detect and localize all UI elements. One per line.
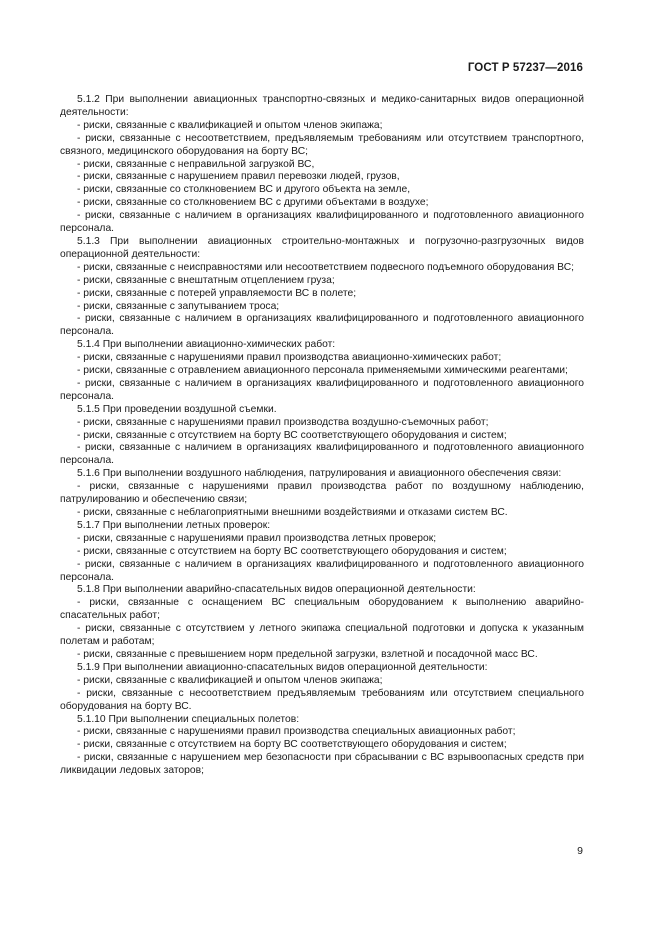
list-item: - риски, связанные с нарушениями правил производства специальных авиационных работ; xyxy=(77,726,516,738)
list-item: - риски, связанные с потерей управляемости ВС в полете; xyxy=(77,287,357,299)
list-item: - риски, связанные с нарушениями правил производства авиационно-химических работ; xyxy=(77,352,502,364)
list-item: - риски, связанные с запутыванием троса; xyxy=(77,300,280,312)
list-item: - риски, связанные с превышением норм предельной загрузки, взлетной и посадочной масс ВС. xyxy=(77,648,538,660)
list-item: - риски, связанные с неправильной загрузкой ВС, xyxy=(77,158,315,170)
paragraph-5-1-7: 5.1.7 При выполнении летных проверок: xyxy=(77,519,271,531)
paragraph-5-1-9: 5.1.9 При выполнении авиационно-спасательных видов операционной деятельности: xyxy=(77,661,488,673)
paragraph-5-1-3: 5.1.3 При выполнении авиационных строительно-монтажных и погрузочно-разгрузочных видов операционной деятельности: xyxy=(60,235,584,260)
list-item: - риски, связанные с наличием в организациях квалифицированного и подготовленного авиационного персонала. xyxy=(60,377,584,402)
list-item: - риски, связанные с неблагоприятными внешними воздействиями и отказами систем ВС. xyxy=(77,507,508,518)
list-item: - риски, связанные с несоответствием предъявляемым требованиям или отсутствием специального оборудования на борту ВС. xyxy=(60,687,584,712)
list-item: - риски, связанные с квалификацией и опытом членов экипажа; xyxy=(77,674,383,686)
list-item: - риски, связанные с несоответствием, предъявляемым требованиям или отсутствием транспортного, связного, медицинского оборудования на борту ВС; xyxy=(60,132,584,157)
paragraph-5-1-10: 5.1.10 При выполнении специальных полетов: xyxy=(77,713,300,725)
list-item: - риски, связанные с отсутствием на борту ВС соответствующего оборудования и систем; xyxy=(77,545,507,557)
page-number: 9 xyxy=(577,845,583,857)
list-item: - риски, связанные со столкновением ВС с другими объектами в воздухе; xyxy=(77,197,429,209)
paragraph-5-1-2: 5.1.2 При выполнении авиационных транспортно-связных и медико-санитарных видов операционной деятельности: xyxy=(60,94,584,118)
list-item: - риски, связанные с оснащением ВС специальным оборудованием к выполнению аварийно-спасательных работ; xyxy=(60,597,584,622)
list-item: - риски, связанные с нарушениями правил производства воздушно-съемочных работ; xyxy=(77,416,489,428)
list-item: - риски, связанные с нарушением правил перевозки людей, грузов, xyxy=(77,171,400,183)
list-item: - риски, связанные с наличием в организациях квалифицированного и подготовленного авиационного персонала. xyxy=(60,442,584,467)
list-item: - риски, связанные с отсутствием на борту ВС соответствующего оборудования и систем; xyxy=(77,739,507,751)
list-item: - риски, связанные с нарушениями правил производства летных проверок; xyxy=(77,532,437,544)
list-item: - риски, связанные с неисправностями или несоответствием подвесного подъемного оборудования ВС; xyxy=(77,261,574,273)
list-item: - риски, связанные с отравлением авиационного персонала применяемыми химическими реагентами; xyxy=(77,365,568,377)
paragraph-5-1-8: 5.1.8 При выполнении аварийно-спасательных видов операционной деятельности: xyxy=(77,584,476,596)
list-item: - риски, связанные с наличием в организациях квалифицированного и подготовленного авиационного персонала. xyxy=(60,313,584,338)
list-item: - риски, связанные с наличием в организациях квалифицированного и подготовленного авиационного персонала. xyxy=(60,210,584,235)
paragraph-5-1-5: 5.1.5 При проведении воздушной съемки. xyxy=(77,403,277,415)
list-item: - риски, связанные с отсутствием на борту ВС соответствующего оборудования и систем; xyxy=(77,429,507,441)
list-item: - риски, связанные с внештатным отцеплением груза; xyxy=(77,274,335,286)
list-item: - риски, связанные со столкновением ВС и другого объекта на земле, xyxy=(77,184,411,196)
list-item: - риски, связанные с отсутствием у летного экипажа специальной подготовки и допуска к указанным полетам и работам; xyxy=(60,623,584,648)
list-item: - риски, связанные с нарушением мер безопасности при сбрасывании с ВС взрывоопасных средств при ликвидации ледовых заторов; xyxy=(60,752,584,777)
list-item: - риски, связанные с нарушениями правил производства работ по воздушному наблюдению, патрулированию и обеспечению связи; xyxy=(60,481,584,506)
paragraph-5-1-6: 5.1.6 При выполнении воздушного наблюдения, патрулирования и авиационного обеспечения связи: xyxy=(77,468,562,480)
document-header-id: ГОСТ Р 57237—2016 xyxy=(467,62,583,74)
list-item: - риски, связанные с квалификацией и опытом членов экипажа; xyxy=(77,119,383,131)
paragraph-5-1-4: 5.1.4 При выполнении авиационно-химических работ: xyxy=(77,339,336,351)
list-item: - риски, связанные с наличием в организациях квалифицированного и подготовленного авиационного персонала. xyxy=(60,558,584,583)
document-body xyxy=(60,94,584,778)
